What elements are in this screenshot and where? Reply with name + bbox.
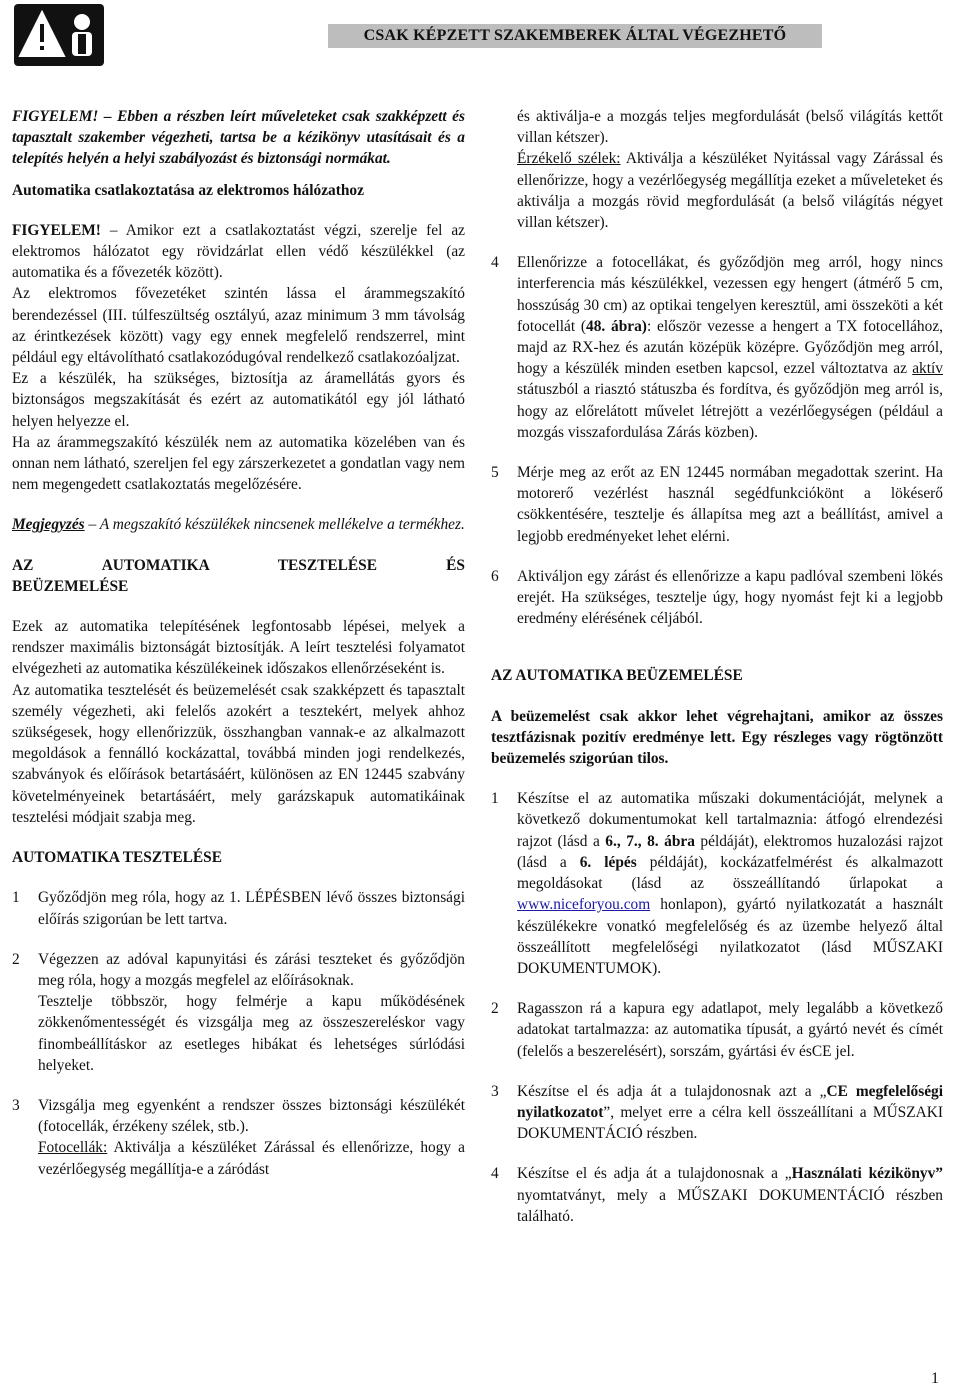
section-heading-auto-test: AUTOMATIKA TESZTELÉSE bbox=[12, 849, 222, 867]
testing-paragraph: Ezek az automatika telepítésének legfontosabb lépései, melyek a rendszer maximális biztonságát biztosítják. A leírt tesztelési folyamatot elvégezheti az automatika készülékeinek időszakos ellenőrzéseként is. bbox=[12, 618, 465, 678]
list-item: 2 Végezzen az adóval kapunyitási és zárási teszteket és győződjön meg róla, hogy a mozgás megfelel az előírásoknak. Tesztelje többször, hogy felmérje a kapu működésének zökkenőmentességét és vizsgálja meg az összeszereléskor vagy finombeállításkor az esetleges hibákat és lehetséges súrlódási helyeket. bbox=[12, 950, 465, 1074]
list-item: 5 Mérje meg az erőt az EN 12445 normában megadottak szerint. Ha motorerő vezérlést használ segédfunkciókönt a lökéserő csökkentésére, tesztelje és állapítsa meg azt a beállítást, amivel a legjobb eredményeket lehet elérni. bbox=[491, 464, 943, 545]
list-item: 4 Készítse el és adja át a tulajdonosnak a „Használati kézikönyv” nyomtatványt, mely a MŰSZAKI DOKUMENTÁCIÓ részben található. bbox=[491, 1165, 943, 1225]
right-column bbox=[491, 106, 943, 1227]
electrical-paragraph: Az elektromos fővezetéket szintén lássa el árammegszakító berendezéssel (III. túlfeszültség osztályú, azaz minimum 3 mm távolság az érintkezések között) vagy egy ennek megfelelő rendszerrel, mint például egy eltávolítható csatlakozódugóval rendelkező csatlakozóaljzat. bbox=[12, 285, 465, 367]
left-column bbox=[12, 106, 465, 1180]
list-item: 2 Ragasszon rá a kapura egy adatlapot, mely legalább a következő adatokat tartalmazza: az automatika típusát, a gyártó nevét és címét (felelős a beszerelésért), sorszám, gyártási év ésCE jel. bbox=[491, 1000, 943, 1060]
list-item: 3 Vizsgálja meg egyenként a rendszer összes biztonsági készülékét (fotocellák, érzékeny szélek, stb.). Fotocellák: Aktiválja a készüléket Zárással és ellenőrizze, hogy a vezérlőegység megállítja-e a záródást bbox=[12, 1096, 465, 1178]
electrical-paragraph: Ez a készülék, ha szükséges, biztosítja az áramellátás gyors és biztonságos megszakítását és ezért az automatikától egy jól látható helyen helyezze el. bbox=[12, 370, 465, 430]
note-paragraph: Megjegyzés – A megszakító készülékek nincsenek mellékelve a termékhez. bbox=[12, 516, 465, 534]
section-heading-testing-line2: BEÜZEMELÉSE bbox=[12, 577, 129, 595]
warning-electrician-icon bbox=[14, 4, 104, 66]
niceforyou-link[interactable]: www.niceforyou.com bbox=[517, 896, 651, 914]
list-item: 3 Készítse el és adja át a tulajdonosnak azt a „CE megfelelőségi nyilatkozatot”, melyet erre a célra kell összeállítani a MŰSZAKI DOKUMENTÁCIÓ részben. bbox=[491, 1082, 943, 1143]
general-warning: FIGYELEM! – Ebben a részben leírt műveleteket csak szakképzett és tapasztalt szakember végezheti, tartsa be a kézikönyv utasításait és a telepítés helyén a helyi szabályozást és biztonsági normákat. bbox=[12, 108, 466, 168]
list-item: 4 Ellenőrizze a fotocellákat, és győződjön meg arról, hogy nincs interferencia más készülékkel, vezessen egy hengert (átmérő 5 cm, hosszúság 30 cm) az optikai tengelyen keresztül, ami összeköti a két fotocellát (48. ábra): először vezesse a hengert a TX fotocellához, majd az RX-hez és azután középük középre. Győződjön meg arról, hogy a készülék minden esetben kapcsol, ezzel változtatva az aktív státuszból a riasztó státuszba és fordítva, és győződjön meg arról is, hogy az előrelátott művelet létrejött a vezérlőegységen (például a mozgás visszafordulása Zárás közben). bbox=[491, 254, 943, 441]
list-item: 1 Készítse el az automatika műszaki dokumentációját, melynek a következő dokumentumokat kell tartalmaznia: átfogó elrendezési rajzot (lásd a 6., 7., 8. ábra példáját), elektromos huzalozási rajzot (lásd a 6. lépés példáját), kockázatfelmérést és alkalmazott megoldásokat (lásd az összeállítandó űrlapokat a www.niceforyou.com honlapon), gyártó nyilatkozatát a használt készülékekre vonatkó megfelelőség és az üzembe helyező által összeállított megfelelőségi nyilatkozatot (lásd MŰSZAKI DOKUMENTUMOK). bbox=[491, 790, 943, 977]
electrical-paragraph: Ha az árammegszakító készülék nem az automatika közelében van és onnan nem látható, szereljen fel egy zárszerkezetet a gondatlan vagy nem nem megengedett csatlakoztatás megelőzésére. bbox=[12, 433, 465, 494]
section-heading-electrical: Automatika csatlakoztatása az elektromos hálózathoz bbox=[12, 181, 364, 199]
page-number: 1 bbox=[931, 1370, 939, 1387]
section-heading-commissioning: AZ AUTOMATIKA BEÜZEMELÉSE bbox=[491, 667, 743, 685]
page-header-title: CSAK KÉPZETT SZAKEMBEREK ÁLTAL VÉGEZHETŐ bbox=[328, 24, 822, 48]
electrical-warning: FIGYELEM! – Amikor ezt a csatlakoztatást végzi, szerelje fel az elektromos hálózatot egy rövidzárlat ellen védő készülékkel (az automatika és a fővezeték között). bbox=[12, 221, 465, 282]
commissioning-warning: A beüzemelést csak akkor lehet végrehajtani, amikor az összes tesztfázisnak pozitív eredménye lett. Egy részleges vagy rögtönzött beüzemelés szigorúan tilos. bbox=[491, 707, 943, 768]
list-item: 1 Győződjön meg róla, hogy az 1. LÉPÉSBEN lévő összes biztonsági előírás szigorúan be lett tartva. bbox=[12, 889, 465, 928]
list-item-continued: és aktiválja-e a mozgás teljes megfordulását (belső világítás kettőt villan kétszer). Érzékelő szélek: Aktiválja a készüléket Nyitással vagy Zárással és ellenőrizze, hogy a vezérlőegység megállítja ezeket a műveleteket és aktiválja a mozgás rövid megfordulását (a belső világítás négyet villan kétszer). bbox=[517, 108, 944, 232]
list-item: 6 Aktiváljon egy zárást és ellenőrizze a kapu padlóval szembeni lökés erejét. Ha szükséges, tesztelje úgy, hogy nyomást fejt ki a legjobb eredmény elérésének céljából. bbox=[491, 567, 943, 628]
testing-paragraph: Az automatika tesztelését és beüzemelését csak szakképzett és tapasztalt személy végezheti, aki felelős azokért a tesztekért, melyek ahhoz szükségesek, hogy ellenőrizzük, összhangban vannak-e az alkalmazott megoldások a fennálló kockázattal, továbbá minden jogi rendelkezés, szabványok és előírások betartásáért, különösen az EN 12445 szabvány követelményeinek betartásáért, mely garázskapuk automatikáinak tesztelési módjait szabja meg. bbox=[12, 681, 465, 826]
section-heading-testing: AZ AUTOMATIKA TESZTELÉSE ÉS bbox=[12, 556, 465, 574]
